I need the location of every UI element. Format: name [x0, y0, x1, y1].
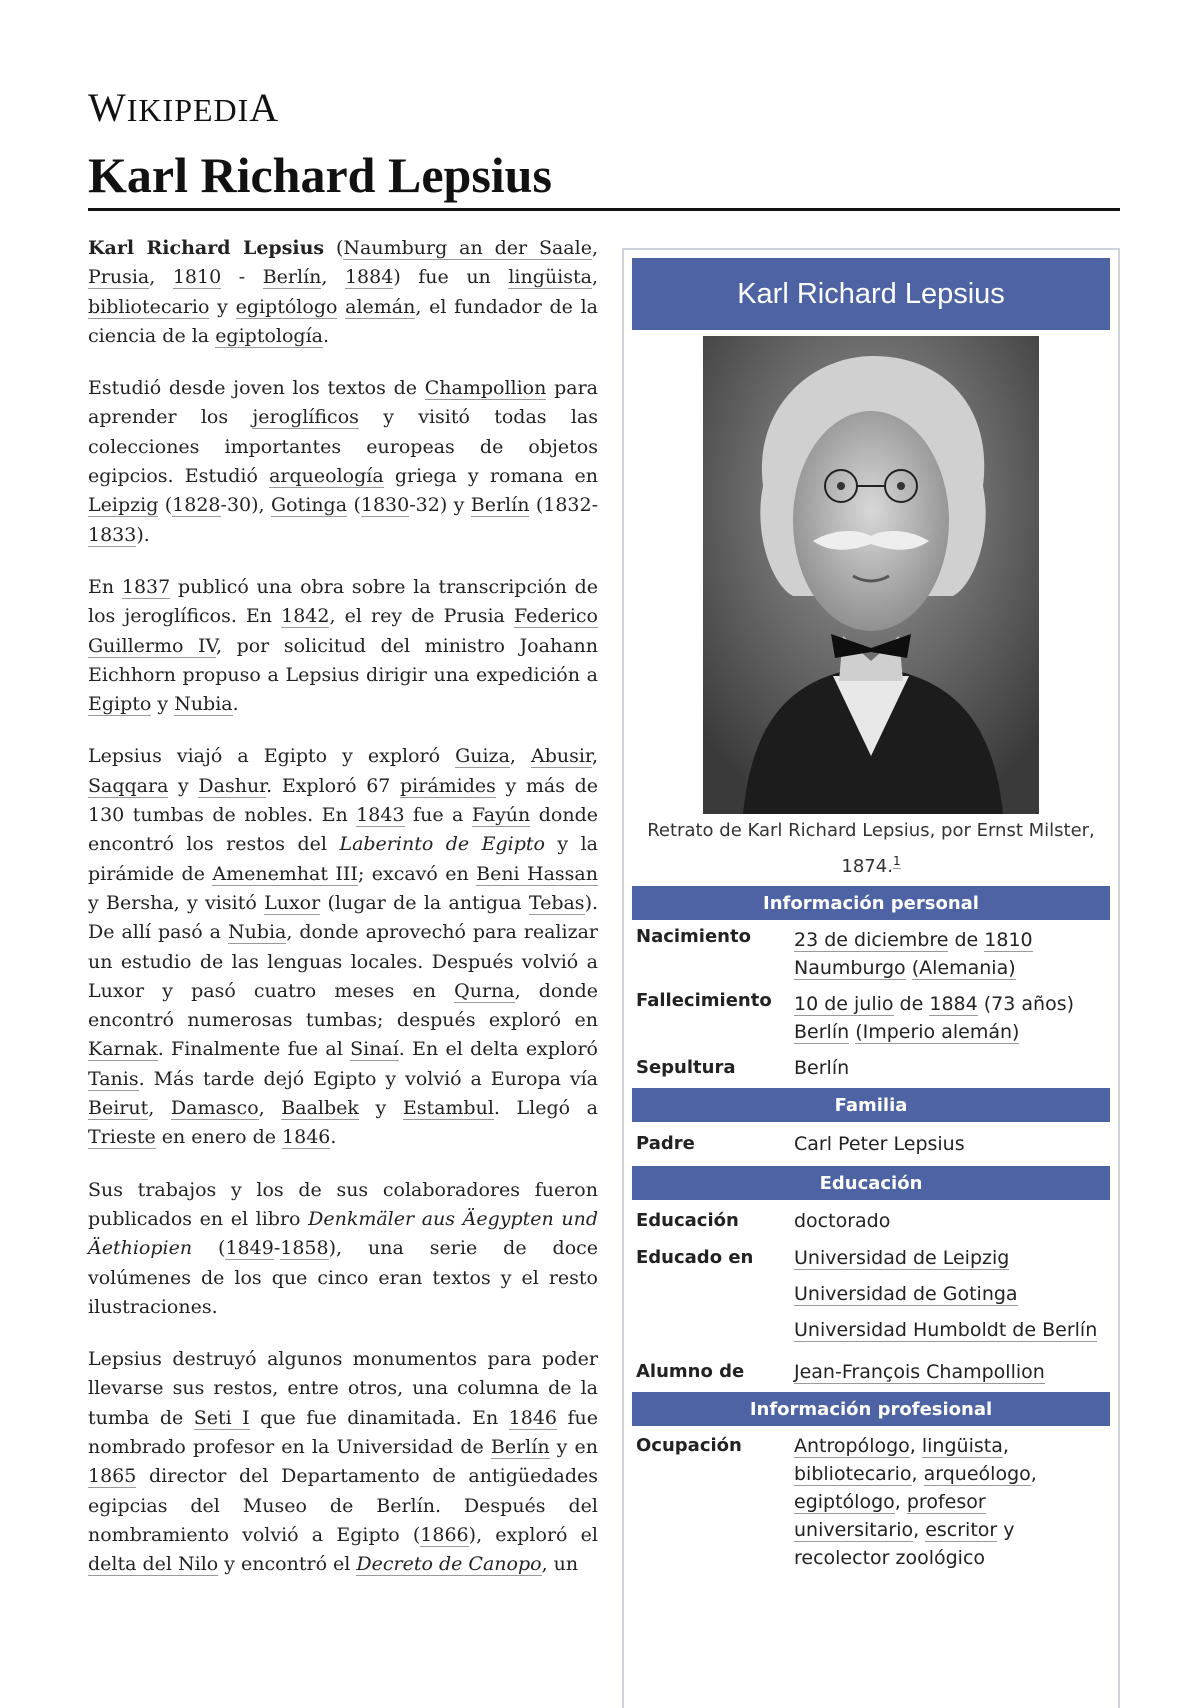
link-1810[interactable]: 1810: [172, 266, 222, 289]
paragraph-travels: Lepsius viajó a Egipto y exploró Guiza, Abusir, Saqqara y Dashur. Exploró 67 pirámides y más de 130 tumbas de nobles. En 1843 fue a Fayún donde encontró los restos del Laberinto de Egipto y la pirámide de Amenemhat III; excavó en Beni Hassan y Bersha, y visitó Luxor (lugar de la antigua Tebas). De allí pasó a Nubia, donde aprovechó para realizar un estudio de las lenguas locales. Después volvió a Luxor y pasó cuatro meses en Qurna, donde encontró numerosas tumbas; después exploró en Karnak. Finalmente fue al Sinaí. En el delta exploró Tanis. Más tarde dejó Egipto y volvió a Europa vía Beirut, Damasco, Baalbek y Estambul. Llegó a Trieste en enero de 1846.: [88, 745, 599, 1149]
link-egiptologia[interactable]: egiptología: [215, 324, 323, 347]
link-1849[interactable]: 1849: [225, 1237, 274, 1260]
link-decreto-canopo[interactable]: Decreto de Canopo: [356, 1553, 542, 1576]
laberinto-title: Laberinto de Egipto: [339, 833, 545, 856]
subject-name: Karl Richard Lepsius: [88, 237, 325, 259]
label-educado-en: Educado en: [636, 1247, 754, 1268]
value-padre: Carl Peter Lepsius: [794, 1133, 965, 1155]
link-birth-country[interactable]: (Alemania): [911, 957, 1016, 979]
link-univ-leipzig[interactable]: Universidad de Leipzig: [794, 1247, 1010, 1269]
link-1842[interactable]: 1842: [281, 605, 330, 628]
link-jeroglificos[interactable]: jeroglíficos: [252, 406, 359, 429]
value-alumno-de: [794, 1358, 1110, 1386]
row-padre: [632, 1130, 1110, 1158]
link-saqqara[interactable]: Saqqara: [88, 774, 169, 797]
link-1865[interactable]: 1865: [88, 1465, 137, 1488]
paragraph-expedition: En 1837 publicó una obra sobre la transcripción de los jeroglíficos. En 1842, el rey de Prusia Federico Guillermo IV, por solicitud del ministro Joahann Eichhorn propuso a Lepsius dirigir una expedición a Egipto y Nubia.: [88, 575, 599, 716]
link-death-year[interactable]: 1884: [929, 993, 978, 1015]
link-egipto[interactable]: Egipto: [88, 693, 152, 716]
wordmark-middle: IKIPEDI: [126, 92, 250, 128]
denkmaler-title: Denkmäler aus Äegypten und Äethiopien: [88, 1207, 598, 1260]
link-1833[interactable]: 1833: [88, 523, 137, 546]
label-fallecimiento: Fallecimiento: [636, 990, 772, 1011]
portrait-caption: Retrato de Karl Richard Lepsius, por Ernst Milster, 1874.$^1$: [647, 820, 1095, 877]
link-karnak[interactable]: Karnak: [88, 1038, 158, 1061]
link-escritor[interactable]: escritor: [925, 1519, 998, 1541]
paragraph-intro: Karl Richard Lepsius (Naumburg an der Saale, Prusia, 1810 - Berlín, 1884) fue un lingüista, bibliotecario y egiptólogo alemán, el fundador de la ciencia de la egiptología.: [88, 237, 599, 347]
link-champollion[interactable]: Champollion: [424, 377, 547, 400]
link-tebas[interactable]: Tebas: [528, 891, 585, 914]
link-1828[interactable]: 1828: [172, 494, 221, 517]
link-linguista[interactable]: lingüista: [508, 266, 592, 289]
paragraph-career: Lepsius destruyó algunos monumentos para poder llevarse sus restos, entre otros, una columna de la tumba de Seti I que fue dinamitada. En 1846 fue nombrado profesor en la Universidad de Berlín y en 1865 director del Departamento de antigüedades egipcias del Museo de Berlín. Después del nombramiento volvió a Egipto (1866), exploró el delta del Nilo y encontró el Decreto de Canopo, un: [88, 1348, 599, 1576]
link-1846[interactable]: 1846: [282, 1126, 331, 1149]
label-ocupacion: Ocupación: [636, 1435, 742, 1456]
link-prusia[interactable]: Prusia: [88, 266, 150, 289]
infobox-title: Karl Richard Lepsius: [632, 258, 1110, 330]
link-birth-place[interactable]: Naumburgo: [794, 957, 906, 979]
row-fallecimiento: [632, 990, 1110, 1046]
link-nubia-2[interactable]: Nubia: [227, 921, 287, 944]
section-profesional: Información profesional: [632, 1392, 1110, 1426]
section-educacion: Educación: [632, 1166, 1110, 1200]
value-fallecimiento: 10 de julio de 1884 (73 años) Berlín (Imperio alemán): [794, 993, 1075, 1043]
portrait-image[interactable]: [703, 336, 1039, 814]
link-leipzig[interactable]: Leipzig: [88, 494, 159, 517]
link-gotinga[interactable]: Gotinga: [270, 494, 348, 517]
link-linguista-infobox[interactable]: lingüista: [921, 1435, 1003, 1457]
title-divider: [88, 208, 1120, 211]
row-educado-en: [632, 1240, 1110, 1348]
link-arqueologo[interactable]: arqueólogo: [923, 1463, 1031, 1485]
caption-reference[interactable]: 1: [892, 854, 901, 868]
link-arqueologia[interactable]: arqueología: [269, 465, 384, 488]
link-1858[interactable]: 1858: [280, 1237, 329, 1260]
label-nacimiento: Nacimiento: [636, 926, 751, 947]
link-baalbek[interactable]: Baalbek: [281, 1097, 359, 1120]
link-1843[interactable]: 1843: [356, 804, 405, 827]
link-profesor[interactable]: profesor universitario: [794, 1491, 986, 1541]
section-personal: Información personal: [632, 886, 1110, 920]
value-ocupacion: Antropólogo, lingüista, bibliotecario, arqueólogo, egiptólogo, profesor universitario, escritor y recolector zoológico: [794, 1435, 1037, 1569]
link-1830[interactable]: 1830: [360, 494, 410, 517]
row-ocupacion: [632, 1432, 1110, 1572]
link-death-country[interactable]: (Imperio alemán): [855, 1021, 1020, 1043]
value-nacimiento: 23 de diciembre de 1810 Naumburgo (Alemania): [794, 929, 1033, 979]
link-berlin-3[interactable]: Berlín: [490, 1435, 550, 1458]
link-1846-2[interactable]: 1846: [508, 1406, 557, 1429]
wikipedia-wordmark[interactable]: [88, 84, 279, 131]
link-federico-guillermo[interactable]: Federico Guillermo IV: [88, 605, 598, 657]
article-body: [88, 234, 598, 1602]
link-champollion-infobox[interactable]: Jean-François Champollion: [794, 1361, 1045, 1383]
link-egiptologo[interactable]: egiptólogo: [235, 295, 338, 318]
link-berlin[interactable]: Berlín: [262, 266, 322, 289]
link-aleman[interactable]: alemán: [345, 295, 416, 318]
link-univ-gotinga[interactable]: Universidad de Gotinga: [794, 1283, 1018, 1305]
link-birth-date[interactable]: 23 de diciembre: [794, 929, 949, 951]
link-bibliotecario[interactable]: bibliotecario: [88, 295, 210, 318]
row-educacion: [632, 1206, 1110, 1236]
link-estambul[interactable]: Estambul: [402, 1097, 494, 1120]
link-luxor[interactable]: Luxor: [264, 891, 321, 914]
link-sinai[interactable]: Sinaí: [350, 1038, 399, 1061]
link-death-date[interactable]: 10 de julio: [794, 993, 894, 1015]
link-death-place[interactable]: Berlín: [794, 1021, 850, 1043]
link-qurna[interactable]: Qurna: [454, 979, 515, 1002]
infobox: [622, 248, 1120, 1708]
link-naumburg[interactable]: Naumburg an der Saale: [343, 237, 592, 259]
link-tanis[interactable]: Tanis: [88, 1067, 139, 1090]
row-sepultura: [632, 1054, 1110, 1082]
link-delta-nilo[interactable]: delta del Nilo: [88, 1553, 219, 1576]
label-sepultura: Sepultura: [636, 1057, 736, 1078]
link-berlin-2[interactable]: Berlín: [470, 494, 530, 517]
link-1866[interactable]: 1866: [420, 1523, 469, 1546]
link-abusir[interactable]: Abusir: [530, 745, 592, 768]
link-damasco[interactable]: Damasco: [170, 1097, 259, 1120]
label-padre: Padre: [636, 1133, 695, 1154]
link-piramides[interactable]: pirámides: [400, 774, 496, 797]
link-nubia[interactable]: Nubia: [174, 693, 233, 716]
link-univ-humboldt[interactable]: Universidad Humboldt de Berlín: [794, 1319, 1098, 1341]
link-beirut[interactable]: Beirut: [88, 1097, 149, 1120]
link-bibliotecario-infobox[interactable]: bibliotecario: [794, 1463, 912, 1485]
row-alumno-de: [632, 1358, 1110, 1386]
link-fayun[interactable]: Fayún: [471, 804, 531, 827]
link-1884[interactable]: 1884: [344, 266, 394, 289]
link-egiptologo-infobox[interactable]: egiptólogo: [794, 1491, 895, 1513]
link-guiza[interactable]: Guiza: [455, 745, 510, 768]
label-educacion: Educación: [636, 1210, 739, 1231]
value-educacion: doctorado: [794, 1210, 891, 1232]
value-educado-en: [794, 1240, 1110, 1348]
wordmark-a: A: [249, 85, 280, 130]
link-seti[interactable]: Seti I: [193, 1406, 250, 1429]
wordmark-w: W: [88, 85, 127, 130]
label-alumno-de: Alumno de: [636, 1361, 745, 1382]
link-amenemhat[interactable]: Amenemhat III: [212, 862, 358, 885]
link-dashur[interactable]: Dashur: [198, 774, 267, 797]
page-title: Karl Richard Lepsius: [88, 147, 552, 203]
value-sepultura: Berlín: [794, 1057, 850, 1079]
row-nacimiento: [632, 926, 1110, 982]
link-beni-hassan[interactable]: Beni Hassan: [476, 862, 598, 885]
link-antropologo[interactable]: Antropólogo: [794, 1435, 910, 1457]
paragraph-publications: Sus trabajos y los de sus colaboradores fueron publicados en el libro Denkmäler aus Äegypten und Äethiopien (1849-1858), una serie de doce volúmenes de los que cinco eran textos y el resto ilustraciones.: [88, 1178, 599, 1318]
link-1837[interactable]: 1837: [121, 575, 171, 598]
link-birth-year[interactable]: 1810: [984, 929, 1033, 951]
section-familia: Familia: [632, 1088, 1110, 1122]
paragraph-studies: Estudió desde joven los textos de Champollion para aprender los jeroglíficos y visitó todas las colecciones importantes europeas de objetos egipcios. Estudió arqueología griega y romana en Leipzig (1828-30), Gotinga (1830-32) y Berlín (1832-1833).: [88, 377, 599, 546]
link-trieste[interactable]: Trieste: [88, 1126, 156, 1149]
